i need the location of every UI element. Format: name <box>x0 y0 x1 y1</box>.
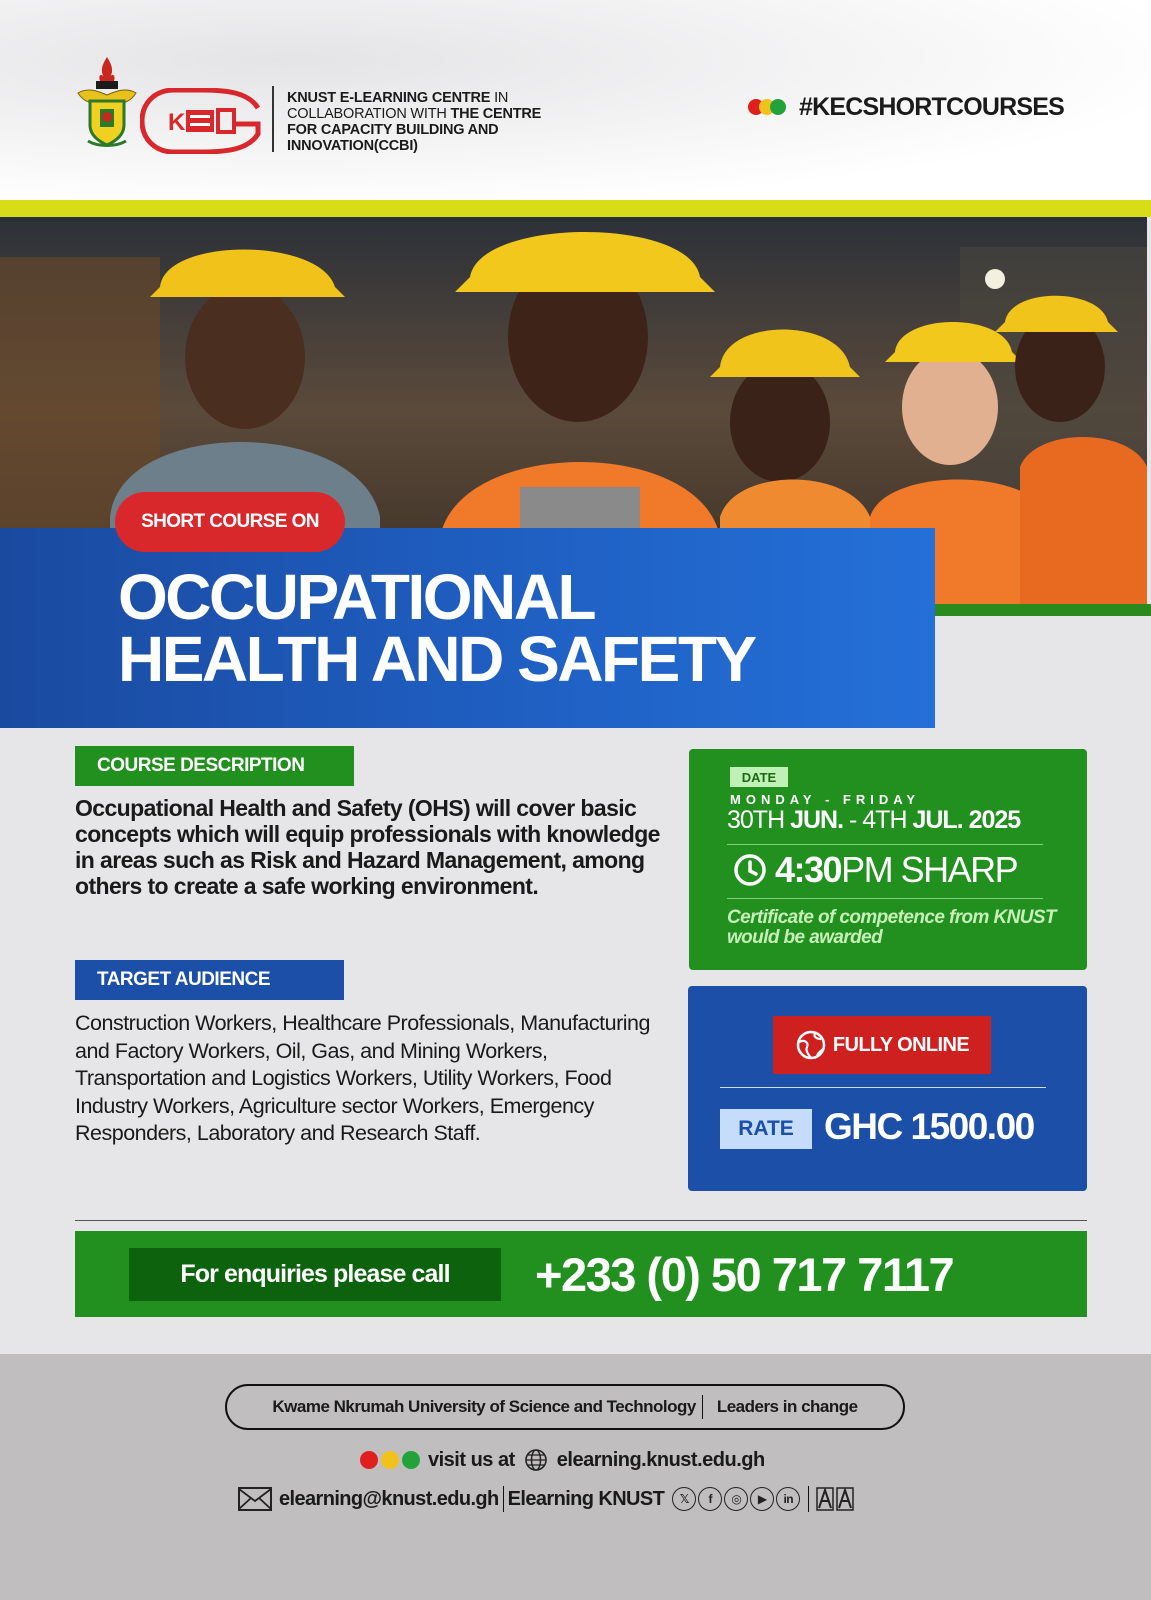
clock-icon <box>733 853 767 887</box>
collab-strong-2: THE CENTRE <box>450 106 542 122</box>
course-description-tag: COURSE DESCRIPTION <box>75 746 354 786</box>
course-title <box>118 561 918 695</box>
collab-plain-2: COLLABORATION WITH <box>287 106 451 122</box>
time-rest: PM SHARP <box>841 849 1018 890</box>
header-divider <box>272 86 274 152</box>
date-divider-1 <box>727 844 1043 845</box>
globe-icon <box>795 1029 827 1061</box>
footer-green-dot <box>402 1451 420 1469</box>
enquiry-label: For enquiries please call <box>129 1248 501 1301</box>
title-line-2: HEALTH AND SAFETY <box>118 623 755 695</box>
web-icon <box>523 1447 549 1473</box>
tagline-separator <box>702 1395 703 1419</box>
social-handle: Elearning KNUST <box>507 1487 665 1510</box>
short-course-pill: SHORT COURSE ON <box>115 492 345 552</box>
footer-yellow-dot <box>381 1451 399 1469</box>
hashtag-group <box>748 92 1064 122</box>
youtube-icon[interactable]: ▶ <box>750 1487 774 1511</box>
target-audience-text: Construction Workers, Healthcare Professionals, Manufacturing and Factory Workers, Oil, Gas, and Mining Workers, Transportation and Logistics Workers, Utility Workers, Food Industry Workers, Agriculture sector Workers, Emergency Responders, Laboratory and Research Staff. <box>75 1011 650 1145</box>
knust-crest-logo <box>74 55 140 151</box>
university-motto: Leaders in change <box>716 1397 858 1416</box>
app-logo-icon <box>815 1486 855 1512</box>
title-line-1: OCCUPATIONAL <box>118 561 595 633</box>
rate-value: GHC 1500.00 <box>824 1106 1034 1147</box>
collaboration-text <box>287 90 587 154</box>
time-row <box>733 849 1017 891</box>
rate-divider <box>720 1087 1046 1088</box>
website-link[interactable]: elearning.knust.edu.gh <box>556 1448 765 1471</box>
traffic-dots <box>748 99 781 115</box>
kec-logo <box>140 88 268 154</box>
facebook-icon[interactable]: f <box>698 1487 722 1511</box>
fully-online-badge <box>773 1016 991 1074</box>
university-name: Kwame Nkrumah University of Science and Technology <box>272 1397 696 1416</box>
target-audience-tag: TARGET AUDIENCE <box>75 960 344 1000</box>
phone-number[interactable]: +233 (0) 50 717 7117 <box>535 1248 954 1301</box>
mail-icon <box>237 1486 273 1512</box>
collab-strong-3: FOR CAPACITY BUILDING AND <box>287 122 499 138</box>
green-dot <box>770 99 786 115</box>
email-link[interactable]: elearning@knust.edu.gh <box>279 1487 499 1510</box>
section-rule <box>75 1220 1087 1221</box>
time-strong: 4:30 <box>775 849 842 890</box>
collab-plain-1: IN <box>490 90 509 106</box>
university-tagline <box>225 1384 905 1430</box>
svg-text:K: K <box>168 109 186 136</box>
yellow-band <box>0 200 1151 217</box>
date-divider-2 <box>727 898 1043 899</box>
footer-red-dot <box>360 1451 378 1469</box>
contact-row <box>237 1486 855 1512</box>
linkedin-icon[interactable]: in <box>776 1487 800 1511</box>
date-range <box>727 806 1020 835</box>
end-date: JUL. 2025 <box>912 806 1021 834</box>
visit-label: visit us at <box>428 1448 515 1471</box>
x-icon[interactable]: 𝕏 <box>672 1487 696 1511</box>
certificate-note: Certificate of competence from KNUST would be awarded <box>727 907 1056 948</box>
start-day: 30TH <box>727 806 791 834</box>
collab-strong-4: INNOVATION(CCBI) <box>287 138 418 154</box>
contact-separator <box>503 1486 504 1512</box>
start-month: JUN. <box>790 806 844 834</box>
rate-label: RATE <box>720 1109 812 1149</box>
collab-strong-1: KNUST E-LEARNING CENTRE <box>287 90 491 106</box>
instagram-icon[interactable]: ◎ <box>724 1487 748 1511</box>
date-separator: - 4TH <box>843 806 913 834</box>
visit-row <box>360 1447 765 1473</box>
fully-online-label: FULLY ONLINE <box>832 1033 970 1056</box>
social-separator <box>808 1486 809 1512</box>
date-label: DATE <box>730 767 788 787</box>
hashtag[interactable]: #KECSHORTCOURSES <box>799 92 1065 121</box>
course-description-text: Occupational Health and Safety (OHS) will cover basic concepts which will equip professionals with knowledge in areas such as Risk and Hazard Management, among others to create a safe working environment. <box>75 795 660 899</box>
days-text: MONDAY - FRIDAY <box>730 792 921 807</box>
photo-green-accent <box>934 604 1151 616</box>
